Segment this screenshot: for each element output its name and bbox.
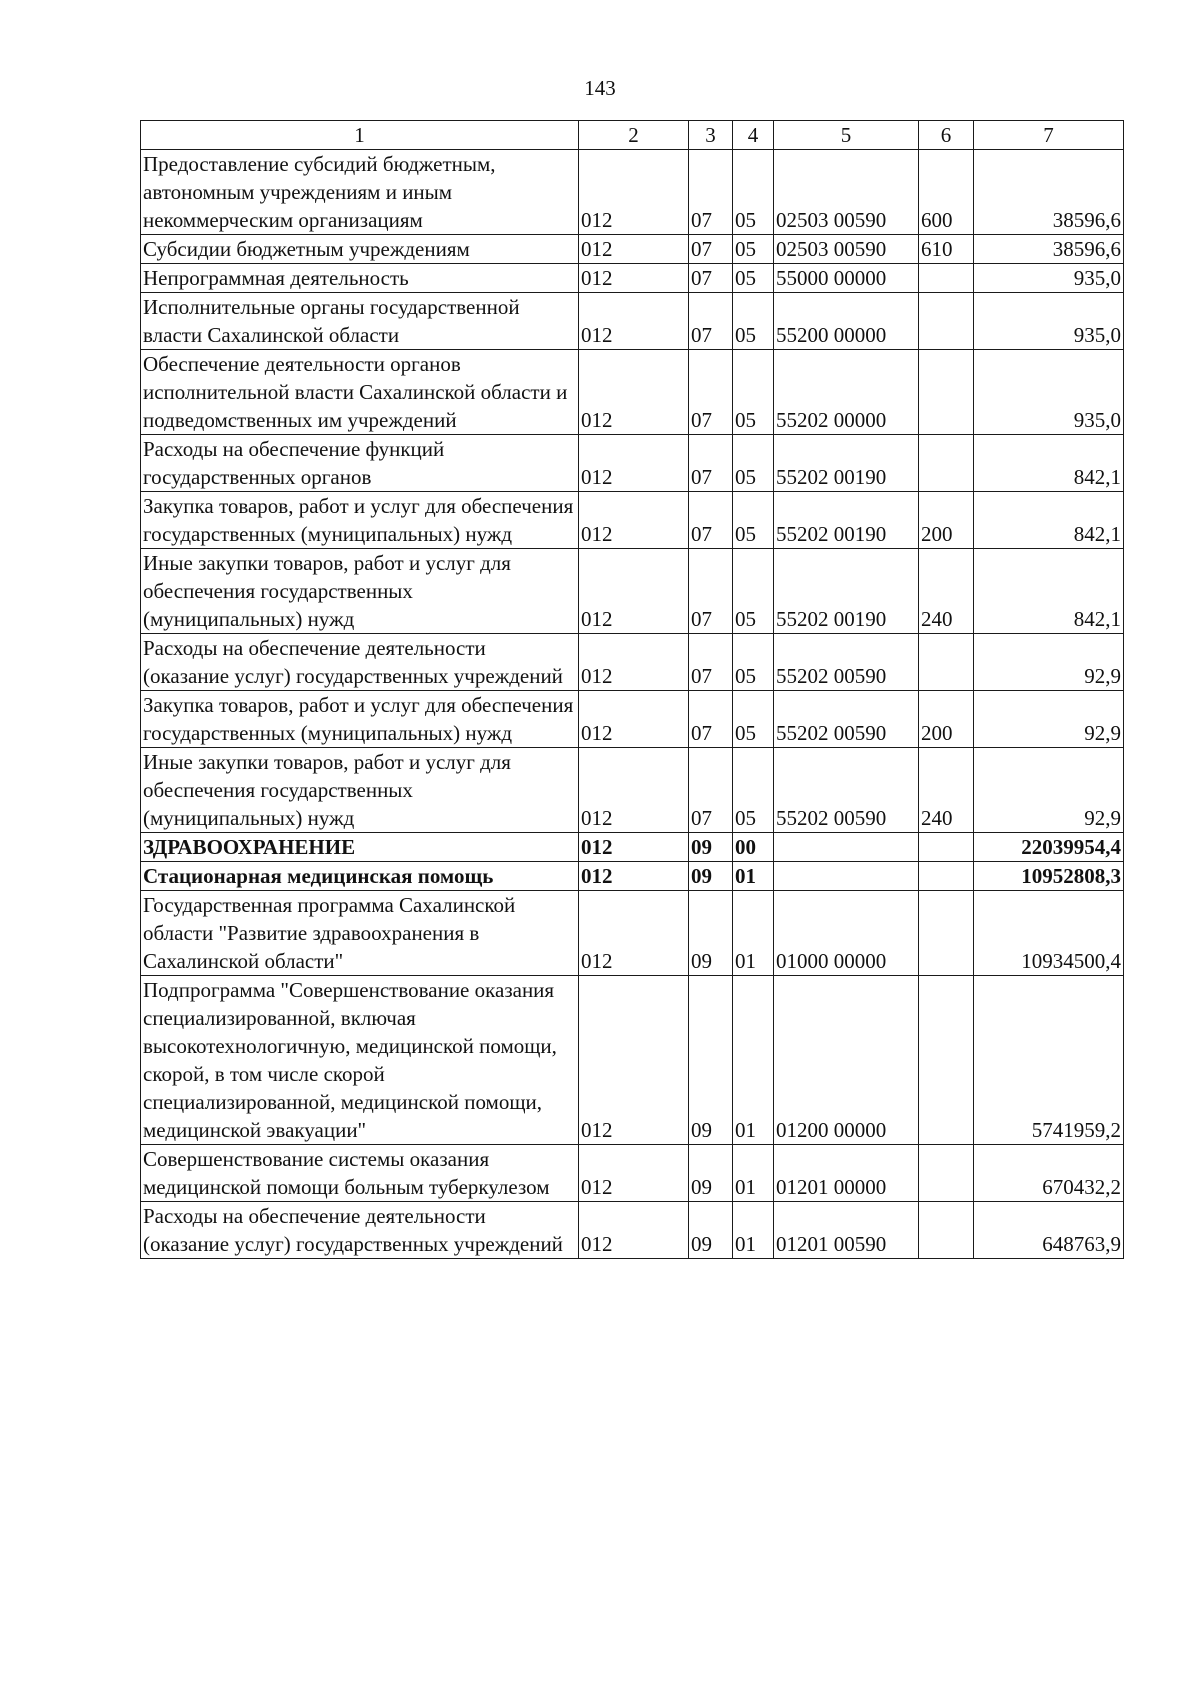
- row-amount: 5741959,2: [974, 976, 1124, 1145]
- row-subsection-code: 05: [733, 150, 774, 235]
- row-subsection-code: 01: [733, 862, 774, 891]
- row-name: Расходы на обеспечение деятельности (оказание услуг) государственных учреждений: [141, 1202, 579, 1259]
- row-section-code: 09: [689, 1145, 733, 1202]
- row-section-code: 07: [689, 691, 733, 748]
- row-name: Расходы на обеспечение функций государственных органов: [141, 435, 579, 492]
- row-amount: 92,9: [974, 634, 1124, 691]
- row-name: Стационарная медицинская помощь: [141, 862, 579, 891]
- row-section-code: 07: [689, 634, 733, 691]
- row-subsection-code: 05: [733, 691, 774, 748]
- row-section-code: 07: [689, 235, 733, 264]
- row-target-code: 01201 00000: [774, 1145, 919, 1202]
- row-expense-type: 200: [919, 492, 974, 549]
- row-ved-code: 012: [579, 891, 689, 976]
- budget-table: [140, 120, 1124, 1259]
- row-ved-code: 012: [579, 293, 689, 350]
- row-section-code: 09: [689, 862, 733, 891]
- row-amount: 935,0: [974, 350, 1124, 435]
- row-section-code: 07: [689, 492, 733, 549]
- table-row: [141, 350, 1124, 435]
- row-subsection-code: 01: [733, 1202, 774, 1259]
- header-col-6: 6: [919, 121, 974, 150]
- row-name: Иные закупки товаров, работ и услуг для обеспечения государственных (муниципальных) нужд: [141, 549, 579, 634]
- row-name: Закупка товаров, работ и услуг для обеспечения государственных (муниципальных) нужд: [141, 691, 579, 748]
- row-expense-type: [919, 264, 974, 293]
- row-subsection-code: 05: [733, 748, 774, 833]
- row-name: Государственная программа Сахалинской области "Развитие здравоохранения в Сахалинской области": [141, 891, 579, 976]
- row-section-code: 07: [689, 293, 733, 350]
- row-section-code: 09: [689, 976, 733, 1145]
- row-ved-code: 012: [579, 1145, 689, 1202]
- row-expense-type: [919, 1145, 974, 1202]
- row-expense-type: [919, 891, 974, 976]
- table-row: [141, 235, 1124, 264]
- row-target-code: 02503 00590: [774, 150, 919, 235]
- table-row: [141, 492, 1124, 549]
- row-amount: 842,1: [974, 435, 1124, 492]
- row-subsection-code: 05: [733, 235, 774, 264]
- header-col-3: 3: [689, 121, 733, 150]
- row-expense-type: 610: [919, 235, 974, 264]
- row-name: Исполнительные органы государственной власти Сахалинской области: [141, 293, 579, 350]
- row-name: Предоставление субсидий бюджетным, автономным учреждениям и иным некоммерческим организациям: [141, 150, 579, 235]
- row-ved-code: 012: [579, 833, 689, 862]
- row-amount: 935,0: [974, 264, 1124, 293]
- row-expense-type: [919, 634, 974, 691]
- row-amount: 10952808,3: [974, 862, 1124, 891]
- row-name: Совершенствование системы оказания медицинской помощи больным туберкулезом: [141, 1145, 579, 1202]
- table-row: [141, 891, 1124, 976]
- row-expense-type: [919, 293, 974, 350]
- row-amount: 38596,6: [974, 150, 1124, 235]
- row-name: Непрограммная деятельность: [141, 264, 579, 293]
- row-subsection-code: 05: [733, 350, 774, 435]
- row-target-code: 55202 00190: [774, 549, 919, 634]
- row-amount: 670432,2: [974, 1145, 1124, 1202]
- header-col-7: 7: [974, 121, 1124, 150]
- row-subsection-code: 05: [733, 435, 774, 492]
- row-section-code: 07: [689, 435, 733, 492]
- row-subsection-code: 01: [733, 891, 774, 976]
- row-ved-code: 012: [579, 264, 689, 293]
- row-ved-code: 012: [579, 549, 689, 634]
- row-section-code: 07: [689, 549, 733, 634]
- row-expense-type: [919, 833, 974, 862]
- row-subsection-code: 01: [733, 976, 774, 1145]
- row-ved-code: 012: [579, 492, 689, 549]
- row-target-code: [774, 862, 919, 891]
- row-subsection-code: 05: [733, 264, 774, 293]
- row-section-code: 09: [689, 1202, 733, 1259]
- row-expense-type: [919, 1202, 974, 1259]
- row-expense-type: 240: [919, 549, 974, 634]
- header-col-5: 5: [774, 121, 919, 150]
- row-ved-code: 012: [579, 634, 689, 691]
- row-ved-code: 012: [579, 235, 689, 264]
- table-row: [141, 976, 1124, 1145]
- row-target-code: 55200 00000: [774, 293, 919, 350]
- row-subsection-code: 00: [733, 833, 774, 862]
- table-row: [141, 293, 1124, 350]
- row-expense-type: [919, 862, 974, 891]
- row-subsection-code: 05: [733, 492, 774, 549]
- row-target-code: 55000 00000: [774, 264, 919, 293]
- table-row: [141, 862, 1124, 891]
- row-subsection-code: 05: [733, 549, 774, 634]
- row-amount: 842,1: [974, 549, 1124, 634]
- header-col-4: 4: [733, 121, 774, 150]
- table-row: [141, 833, 1124, 862]
- row-expense-type: [919, 435, 974, 492]
- row-expense-type: 200: [919, 691, 974, 748]
- row-subsection-code: 05: [733, 634, 774, 691]
- row-section-code: 07: [689, 264, 733, 293]
- row-target-code: [774, 833, 919, 862]
- row-expense-type: 600: [919, 150, 974, 235]
- row-target-code: 55202 00190: [774, 492, 919, 549]
- row-expense-type: [919, 976, 974, 1145]
- row-target-code: 02503 00590: [774, 235, 919, 264]
- table-row: [141, 264, 1124, 293]
- header-col-1: 1: [141, 121, 579, 150]
- row-amount: 22039954,4: [974, 833, 1124, 862]
- row-name: Субсидии бюджетным учреждениям: [141, 235, 579, 264]
- row-name: Закупка товаров, работ и услуг для обеспечения государственных (муниципальных) нужд: [141, 492, 579, 549]
- row-expense-type: [919, 350, 974, 435]
- row-amount: 38596,6: [974, 235, 1124, 264]
- row-amount: 648763,9: [974, 1202, 1124, 1259]
- table-row: [141, 1145, 1124, 1202]
- table-row: [141, 634, 1124, 691]
- row-target-code: 55202 00590: [774, 691, 919, 748]
- row-subsection-code: 01: [733, 1145, 774, 1202]
- table-row: [141, 549, 1124, 634]
- table-row: [141, 748, 1124, 833]
- table-row: [141, 1202, 1124, 1259]
- row-target-code: 55202 00190: [774, 435, 919, 492]
- row-name: Иные закупки товаров, работ и услуг для обеспечения государственных (муниципальных) нужд: [141, 748, 579, 833]
- row-amount: 935,0: [974, 293, 1124, 350]
- table-row: [141, 150, 1124, 235]
- row-subsection-code: 05: [733, 293, 774, 350]
- row-name: Подпрограмма "Совершенствование оказания специализированной, включая высокотехнологичную, медицинской помощи, скорой, в том числе скорой специализированной, медицинской помощи, медицинской эвакуации": [141, 976, 579, 1145]
- row-name: Расходы на обеспечение деятельности (оказание услуг) государственных учреждений: [141, 634, 579, 691]
- table-row: [141, 691, 1124, 748]
- row-target-code: 01201 00590: [774, 1202, 919, 1259]
- table-row: [141, 435, 1124, 492]
- row-section-code: 09: [689, 891, 733, 976]
- row-section-code: 07: [689, 748, 733, 833]
- row-ved-code: 012: [579, 691, 689, 748]
- header-row: [141, 121, 1124, 150]
- row-target-code: 01200 00000: [774, 976, 919, 1145]
- row-amount: 10934500,4: [974, 891, 1124, 976]
- row-target-code: 01000 00000: [774, 891, 919, 976]
- row-target-code: 55202 00590: [774, 634, 919, 691]
- row-name: ЗДРАВООХРАНЕНИЕ: [141, 833, 579, 862]
- row-expense-type: 240: [919, 748, 974, 833]
- row-section-code: 09: [689, 833, 733, 862]
- page-number: 143: [584, 76, 616, 100]
- row-ved-code: 012: [579, 748, 689, 833]
- row-target-code: 55202 00590: [774, 748, 919, 833]
- row-ved-code: 012: [579, 1202, 689, 1259]
- row-amount: 92,9: [974, 748, 1124, 833]
- row-ved-code: 012: [579, 976, 689, 1145]
- row-section-code: 07: [689, 150, 733, 235]
- row-amount: 842,1: [974, 492, 1124, 549]
- row-ved-code: 012: [579, 435, 689, 492]
- header-col-2: 2: [579, 121, 689, 150]
- row-ved-code: 012: [579, 150, 689, 235]
- row-section-code: 07: [689, 350, 733, 435]
- row-amount: 92,9: [974, 691, 1124, 748]
- row-name: Обеспечение деятельности органов исполнительной власти Сахалинской области и подведомственных им учреждений: [141, 350, 579, 435]
- row-ved-code: 012: [579, 350, 689, 435]
- row-ved-code: 012: [579, 862, 689, 891]
- row-target-code: 55202 00000: [774, 350, 919, 435]
- table-body: [141, 150, 1124, 1259]
